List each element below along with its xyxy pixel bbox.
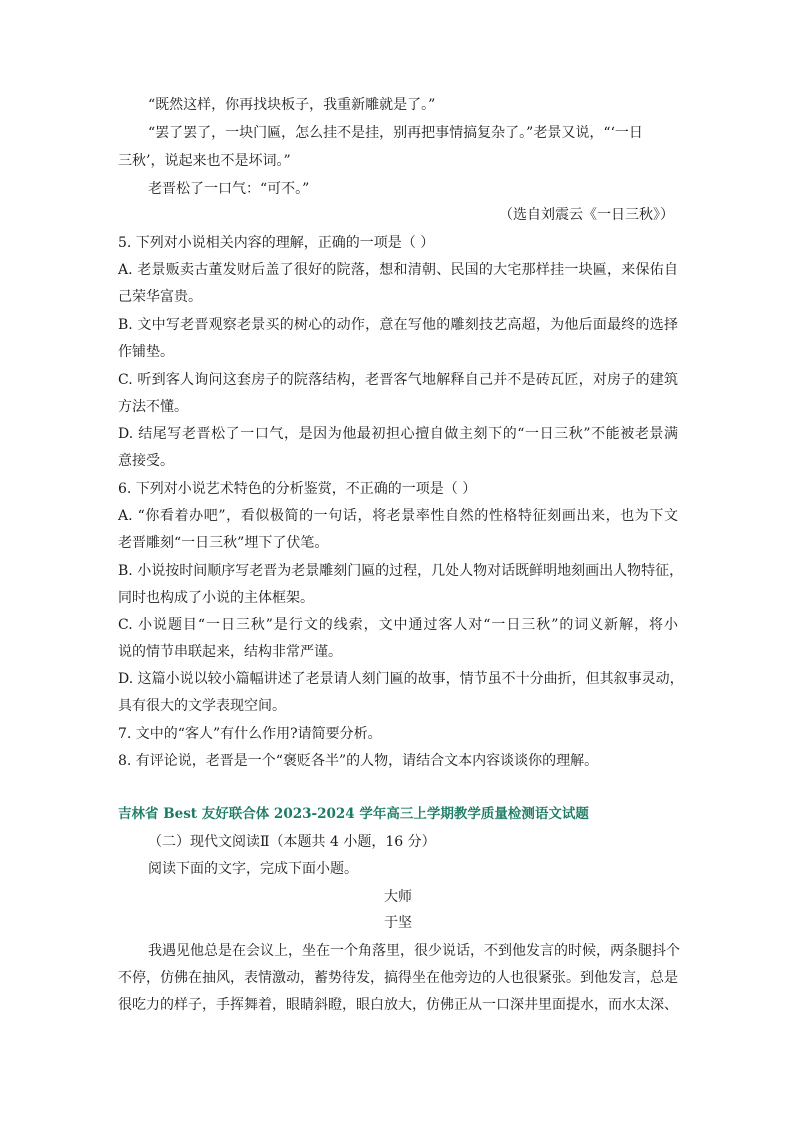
article-paragraph-line2: 不停，仿佛在抽风，表情激动，蓄势待发，搞得坐在他旁边的人也很紧张。到他发言，总是 xyxy=(118,970,678,986)
reading-instruction: 阅读下面的文字，完成下面小题。 xyxy=(148,861,358,877)
question-5-option-c-line1: C. 听到客人询问这套房子的院落结构，老晋客气地解释自己并不是砖瓦匠，对房子的建筑 xyxy=(118,372,678,388)
question-7: 7. 文中的“客人”有什么作用?请简要分析。 xyxy=(118,726,382,742)
question-6-option-c-line2: 说的情节串联起来，结构非常严谨。 xyxy=(118,644,342,660)
exam-source-heading: 吉林省 Best 友好联合体 2023-2024 学年高三上学期教学质量检测语文试题 xyxy=(118,806,589,822)
question-5-option-d-line2: 意接受。 xyxy=(118,453,174,469)
section-title: （二）现代文阅读Ⅱ（本题共 4 小题，16 分） xyxy=(148,834,436,850)
article-author: 于坚 xyxy=(384,915,412,931)
question-6-option-a-line1: A. “你看着办吧”，看似极简的一句话，将老景率性自然的性格特征刻画出来，也为下文 xyxy=(118,508,678,524)
question-6-option-c-line1: C. 小说题目“一日三秋”是行文的线索，文中通过客人对“一日三秋”的词义新解，将小 xyxy=(118,617,678,633)
question-6-option-b-line1: B. 小说按时间顺序写老晋为老景雕刻门匾的过程，几处人物对话既鲜明地刻画出人物特征， xyxy=(118,563,684,579)
question-6-option-d-line1: D. 这篇小说以较小篇幅讲述了老景请人刻门匾的故事，情节虽不十分曲折，但其叙事灵动， xyxy=(118,671,684,687)
story-dialogue-2-line2: 三秋’，说起来也不是坏词。” xyxy=(118,153,291,169)
article-title: 大师 xyxy=(384,889,412,905)
story-dialogue-1: “既然这样，你再找块板子，我重新雕就是了。” xyxy=(148,97,436,113)
question-6-option-a-line2: 老晋雕刻“一日三秋”埋下了伏笔。 xyxy=(118,535,329,551)
question-5-option-d-line1: D. 结尾写老晋松了一口气，是因为他最初担心擅自做主刻下的“一日三秋”不能被老景满 xyxy=(118,426,678,442)
question-6-option-d-line2: 具有很大的文学表现空间。 xyxy=(118,698,286,714)
question-5-option-b-line2: 作铺垫。 xyxy=(118,344,174,360)
article-paragraph-line3: 很吃力的样子，手挥舞着，眼睛斜瞪，眼白放大，仿佛正从一口深井里面提水，而水太深、 xyxy=(118,997,678,1013)
question-6-option-b-line2: 同时也构成了小说的主体框架。 xyxy=(118,590,314,606)
question-5-option-b-line1: B. 文中写老晋观察老景买的树心的动作，意在写他的雕刻技艺高超，为他后面最终的选择 xyxy=(118,317,678,333)
story-dialogue-2-line1: “罢了罢了，一块门匾，怎么挂不是挂，别再把事情搞复杂了。”老景又说，“‘一日 xyxy=(148,125,643,141)
question-5-stem: 5. 下列对小说相关内容的理解，正确的一项是（ ） xyxy=(118,235,435,251)
question-6-stem: 6. 下列对小说艺术特色的分析鉴赏，不正确的一项是（ ） xyxy=(118,481,477,497)
question-8: 8. 有评论说，老晋是一个“褒贬各半”的人物，请结合文本内容谈谈你的理解。 xyxy=(118,753,599,769)
article-paragraph-line1: 我遇见他总是在会议上，坐在一个角落里，很少说话，不到他发言的时候，两条腿抖个 xyxy=(148,943,680,959)
question-5-option-a-line2: 己荣华富贵。 xyxy=(118,289,202,305)
question-5-option-c-line2: 方法不懂。 xyxy=(118,399,188,415)
story-dialogue-3: 老晋松了一口气：“可不。” xyxy=(148,181,310,197)
source-citation: （选自刘震云《一日三秋》） xyxy=(499,207,674,223)
question-5-option-a-line1: A. 老景贩卖古董发财后盖了很好的院落，想和清朝、民国的大宅那样挂一块匾，来保佑自 xyxy=(118,262,678,278)
